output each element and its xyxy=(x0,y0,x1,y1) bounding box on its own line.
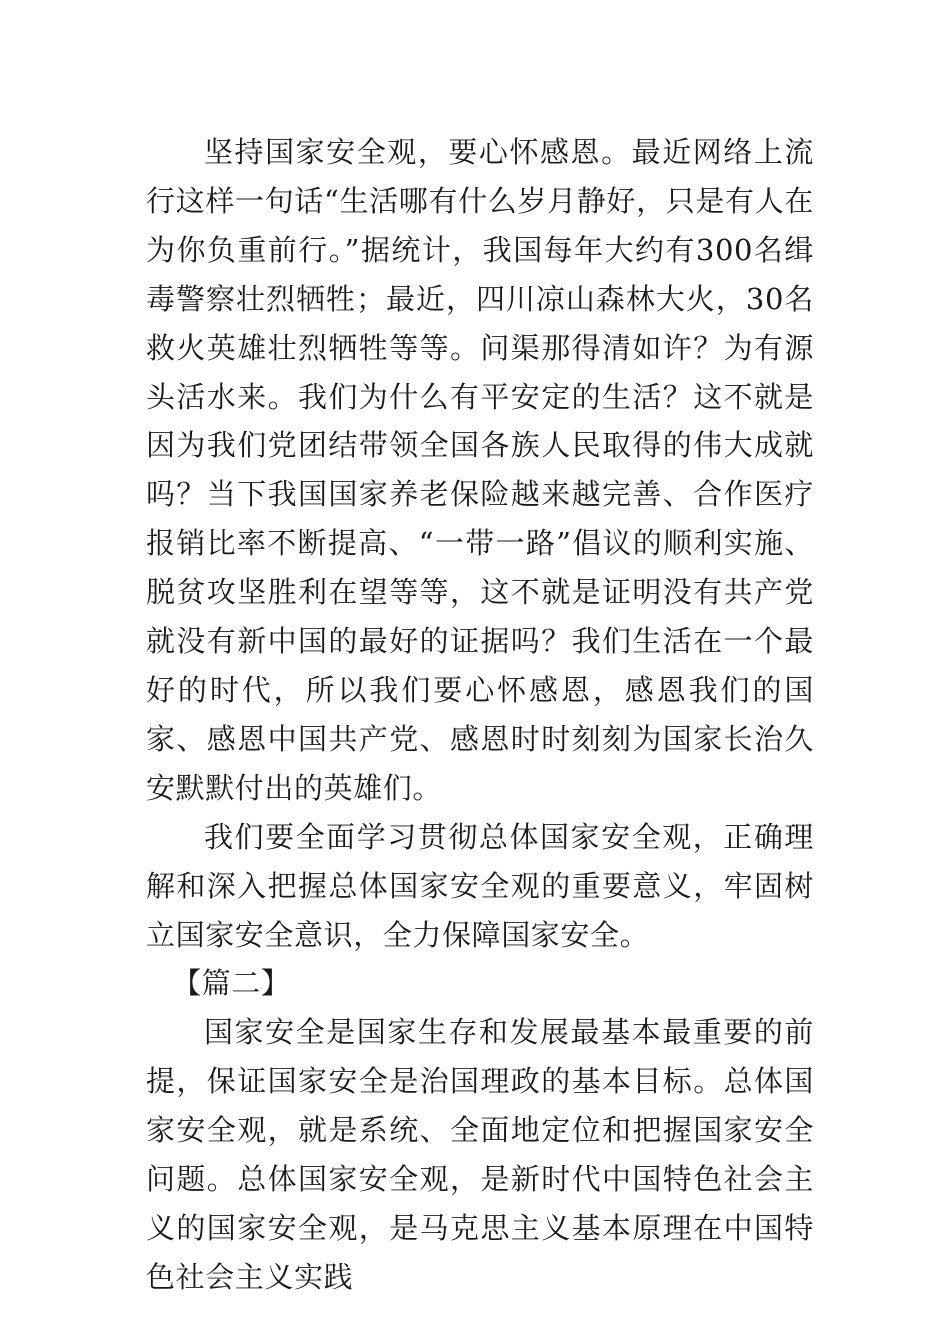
paragraph-study-security: 我们要全面学习贯彻总体国家安全观，正确理解和深入把握总体国家安全观的重要意义，牢固树立国家安全意识，全力保障国家安全。 xyxy=(146,819,814,952)
paragraph-national-security: 国家安全是国家生存和发展最基本最重要的前提，保证国家安全是治国理政的基本目标。总体国家安全观，就是系统、全面地定位和把握国家安全问题。总体国家安全观，是新时代中国特色社会主义的国家安全观，是马克思主义基本原理在中国特色社会主义实践 xyxy=(146,1015,814,1294)
section-heading: 【篇二】 xyxy=(172,966,291,1001)
paragraph-gratitude: 坚持国家安全观，要心怀感恩。最近网络上流行这样一句话“生活哪有什么岁月静好，只是有人在为你负重前行。”据统计，我国每年大约有300名缉毒警察壮烈牺牲；最近，四川凉山森林大火，30名救火英雄壮烈牺牲等等。问渠那得清如许？为有源头活水来。我们为什么有平安定的生活？这不就是因为我们党团结带领全国各族人民取得的伟大成就吗？当下我国国家养老保险越来越完善、合作医疗报销比率不断提高、“一带一路”倡议的顺利实施、脱贫攻坚胜利在望等等，这不就是证明没有共产党就没有新中国的最好的证据吗？我们生活在一个最好的时代，所以我们要心怀感恩，感恩我们的国家、感恩中国共产党、感恩时时刻刻为国家长治久安默默付出的英雄们。 xyxy=(146,135,814,805)
document-body xyxy=(146,128,814,1302)
